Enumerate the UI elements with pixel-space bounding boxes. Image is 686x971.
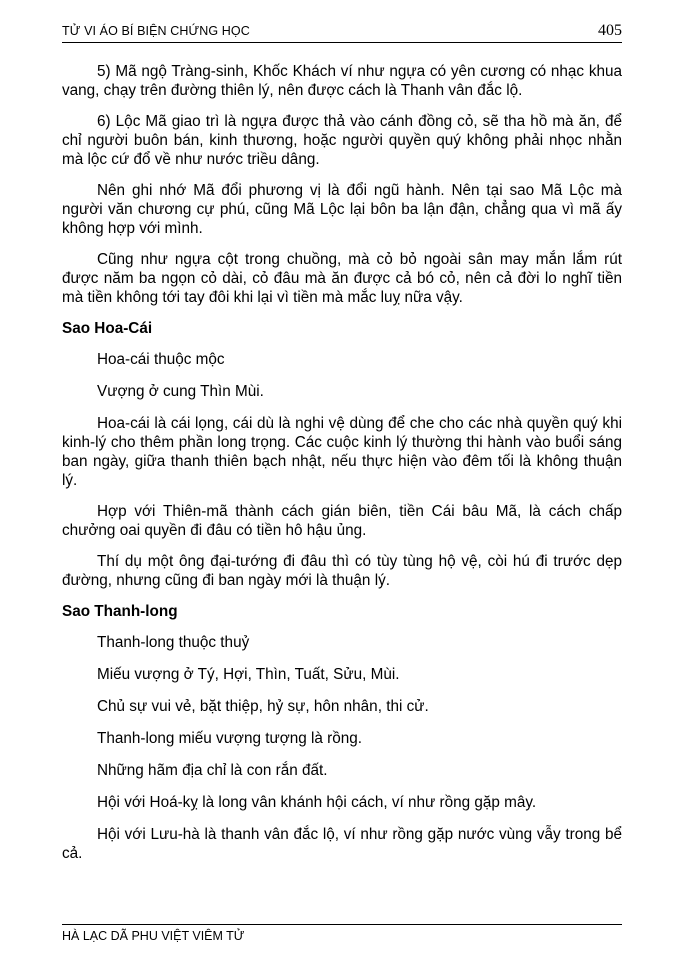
- paragraph: Miếu vượng ở Tý, Hợi, Thìn, Tuất, Sửu, Mùi.: [97, 666, 400, 683]
- paragraph: Những hãm địa chỉ là con rắn đất.: [97, 762, 328, 779]
- page-body: [62, 62, 622, 875]
- paragraph: Thanh-long thuộc thuỷ: [97, 634, 250, 651]
- book-title: TỬ VI ÁO BÍ BIỆN CHỨNG HỌC: [62, 24, 250, 38]
- paragraph: Thí dụ một ông đại-tướng đi đâu thì có tùy tùng hộ vệ, còi hú đi trước dẹp đường, nhưng cũng đi ban ngày mới là thuận lý.: [62, 553, 622, 589]
- paragraph: 5) Mã ngộ Tràng-sinh, Khốc Khách ví như ngựa có yên cương có nhạc khua vang, chạy trên đường thiên lý, nên được cách là Thanh vân đắc lộ.: [62, 63, 622, 99]
- page-footer: [62, 924, 622, 943]
- section-heading-thanh-long: Sao Thanh-long: [62, 603, 178, 620]
- paragraph: Nên ghi nhớ Mã đổi phương vị là đổi ngũ hành. Nên tại sao Mã Lộc mà người văn chương cự phú, cũng Mã Lộc lại bôn ba lận đận, chẳng qua vì mã ấy không hợp với mình.: [62, 182, 622, 237]
- paragraph: Hợp với Thiên-mã thành cách gián biên, tiền Cái bâu Mã, là cách chấp chưởng oai quyền đi đâu có tiền hô hậu ủng.: [62, 503, 622, 539]
- paragraph: Cũng như ngựa cột trong chuồng, mà cỏ bỏ ngoài sân may mắn lắm rút được năm ba ngọn cỏ dài, cỏ đâu mà ăn được cả bó cỏ, nên cả đời lo nghĩ tiền mà tiền không tới tay đôi khi lại vì tiền mà mắc luỵ nữa vậy.: [62, 251, 622, 306]
- paragraph: Vượng ở cung Thìn Mùi.: [97, 383, 264, 400]
- paragraph: Hội với Lưu-hà là thanh vân đắc lộ, ví như rồng gặp nước vùng vẫy trong bể cả.: [62, 826, 622, 862]
- paragraph: Thanh-long miếu vượng tượng là rồng.: [97, 730, 363, 747]
- paragraph: Chủ sự vui vẻ, bặt thiệp, hỷ sự, hôn nhân, thi cử.: [97, 698, 429, 715]
- page-number: 405: [598, 22, 622, 39]
- paragraph: Hoa-cái là cái lọng, cái dù là nghi vệ dùng để che cho các nhà quyền quý khi kinh-lý cho thêm phần long trọng. Các cuộc kinh lý thường thi hành vào buổi sáng ban ngày, giữa thanh thiên bạch nhật, nếu thực hiện vào đêm tối là không thuận lý.: [62, 415, 622, 489]
- footer-text: HÀ LẠC DÃ PHU VIỆT VIÊM TỬ: [62, 929, 245, 943]
- paragraph: 6) Lộc Mã giao trì là ngựa được thả vào cánh đồng cỏ, sẽ tha hồ mà ăn, để chỉ người buôn bán, kinh thương, hoặc người quyền quý không phải nhọc nhằn mà lộc cứ đổ về như nước triều dâng.: [62, 113, 622, 168]
- section-heading-hoa-cai: Sao Hoa-Cái: [62, 320, 153, 337]
- paragraph: Hoa-cái thuộc mộc: [97, 351, 225, 368]
- page-header: [62, 22, 622, 43]
- paragraph: Hội với Hoá-kỵ là long vân khánh hội cách, ví như rồng gặp mây.: [97, 794, 537, 811]
